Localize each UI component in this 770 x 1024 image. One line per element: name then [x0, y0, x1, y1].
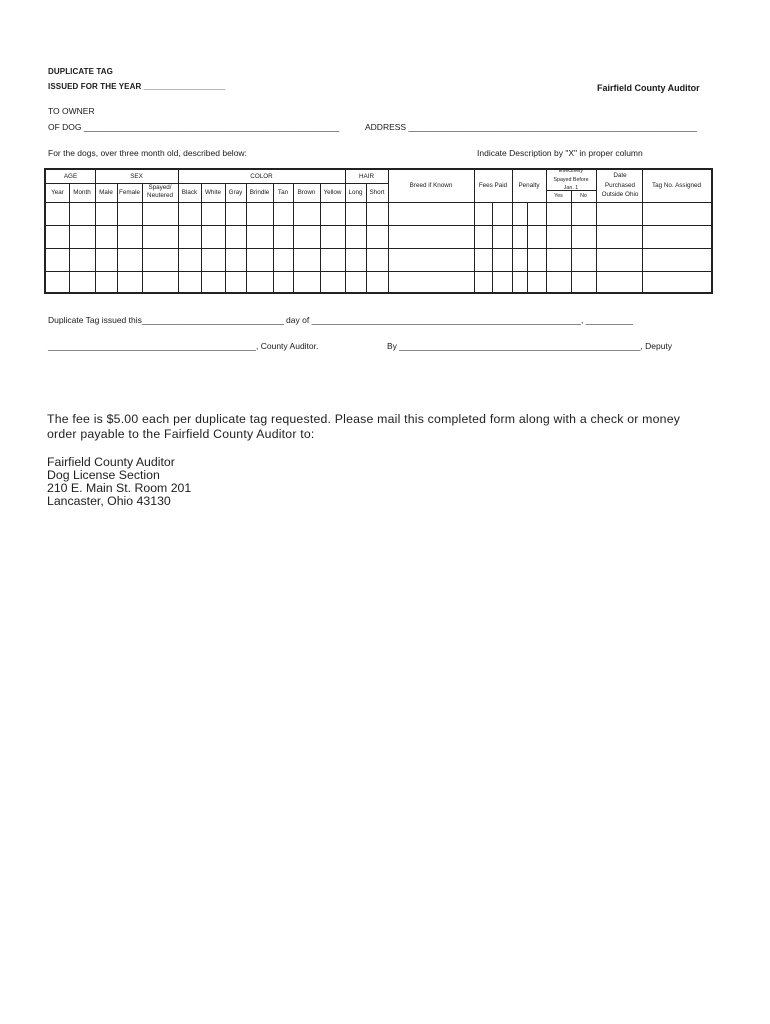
col-black: Black	[181, 189, 198, 196]
address-field[interactable]: ADDRESS _____________________________________________________________	[365, 122, 697, 132]
dog-description-table	[44, 168, 713, 294]
col-long: Long	[348, 189, 363, 196]
mail-address-line3: 210 E. Main St. Room 201	[47, 481, 192, 495]
to-owner-label: TO OWNER	[48, 106, 95, 116]
age-group-header: AGE	[63, 173, 78, 180]
instructions-right: Indicate Description by "X" in proper column	[477, 148, 643, 158]
fee-note: The fee is $5.00 each per duplicate tag requested. Please mail this completed form along with a check or money order payable to the Fairfield County Auditor to:	[47, 412, 681, 441]
col-date-purchased: Date Purchased Outside Ohio	[601, 172, 639, 198]
color-group-header: COLOR	[250, 173, 273, 180]
col-tan: Tan	[277, 189, 289, 196]
col-penalty: Penalty	[518, 182, 540, 189]
auditor-heading: Fairfield County Auditor	[597, 83, 700, 93]
col-short: Short	[369, 189, 385, 196]
col-no: No	[580, 193, 587, 199]
col-female: Female	[119, 189, 140, 196]
col-month: Month	[73, 189, 91, 196]
instructions-left: For the dogs, over three month old, described below:	[48, 148, 247, 158]
deputy-signature-field[interactable]: By ___________________________________________________, Deputy	[387, 341, 673, 351]
col-year: Year	[51, 189, 64, 196]
col-fees-paid: Fees Paid	[478, 182, 508, 189]
effectively-label: Effectively	[558, 168, 584, 174]
mail-address-line2: Dog License Section	[47, 468, 160, 482]
col-gray: Gray	[228, 189, 243, 196]
issued-for-year-field[interactable]: ISSUED FOR THE YEAR __________________	[48, 82, 226, 91]
col-spayed-neutered: Spayed/ Neutered	[147, 184, 173, 199]
mail-address-line1: Fairfield County Auditor	[47, 455, 175, 469]
mail-address-line4: Lancaster, Ohio 43130	[47, 494, 171, 508]
col-male: Male	[99, 189, 113, 196]
col-yellow: Yellow	[323, 189, 342, 196]
col-breed: Breed if Known	[409, 182, 453, 189]
jan1-label: Jan. 1	[563, 185, 579, 191]
col-brindle: Brindle	[249, 189, 270, 196]
col-yes: Yes	[554, 193, 563, 199]
hair-group-header: HAIR	[358, 173, 375, 180]
issued-this-field[interactable]: Duplicate Tag issued this______________________________ day of _________________________________________________________, __________	[48, 315, 634, 325]
spayed-before-label: Spayed Before	[553, 177, 589, 183]
form-title: DUPLICATE TAG	[48, 67, 113, 76]
col-white: White	[204, 189, 222, 196]
of-dog-field[interactable]: OF DOG ______________________________________________________	[48, 122, 340, 132]
county-auditor-signature-field[interactable]: ____________________________________________, County Auditor.	[48, 341, 319, 351]
col-brown: Brown	[297, 189, 316, 196]
col-tag-no: Tag No. Assigned	[651, 182, 701, 189]
sex-group-header: SEX	[130, 173, 143, 180]
